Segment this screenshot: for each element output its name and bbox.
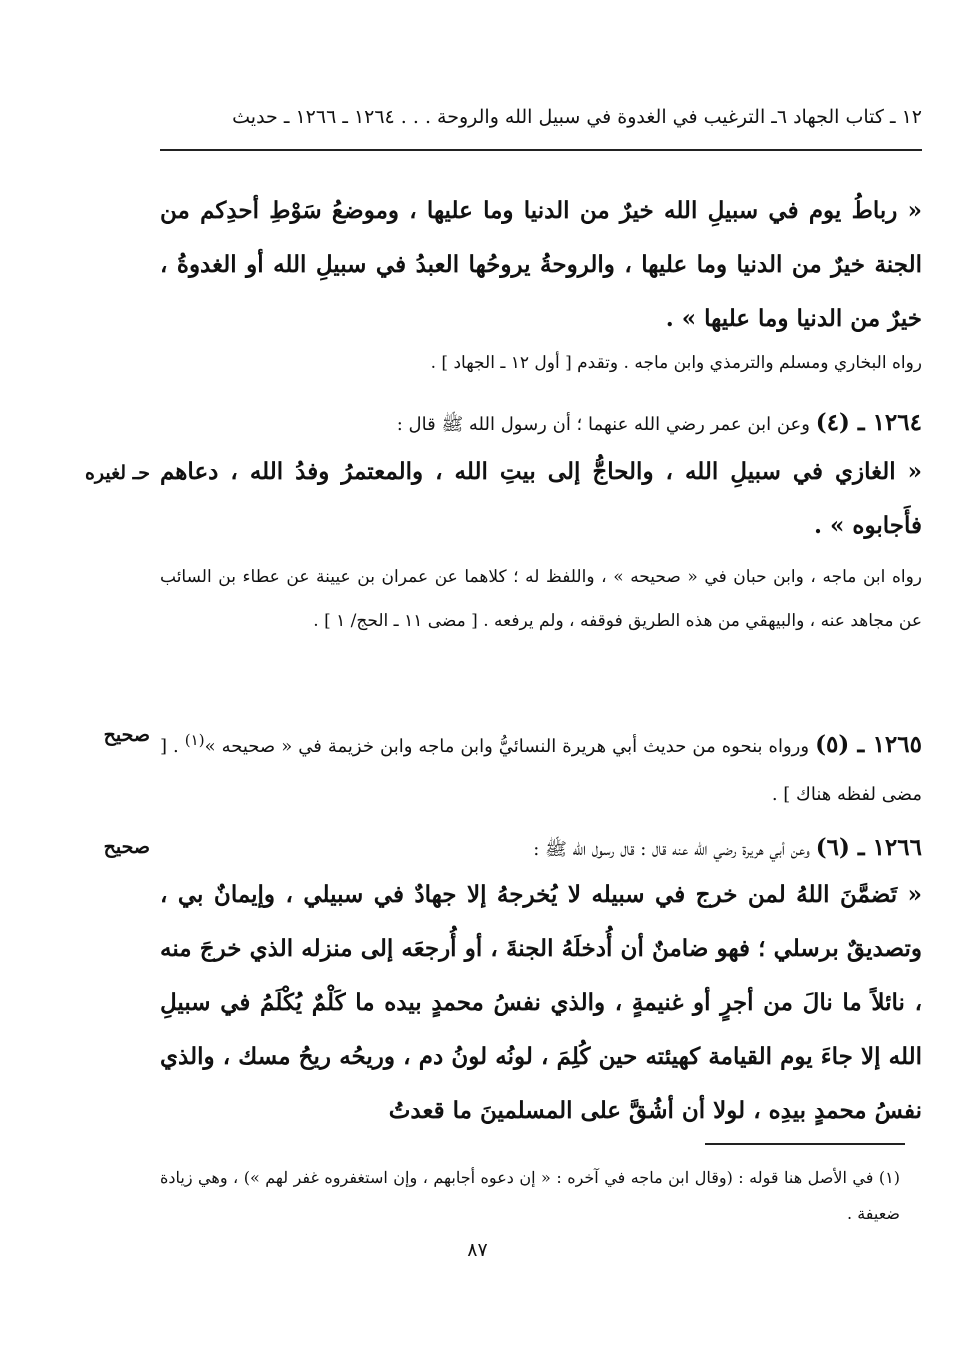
grade-1264: حـ لغيره <box>84 462 150 484</box>
entry-1266-intro: وعن أبي هريرة رضي الله عنه قال : قال رسول الله ﷺ : <box>533 839 810 860</box>
footnote-reference: (١) <box>184 731 205 749</box>
entry-1265-intro: ورواه بنحوه من حديث أبي هريرة النسائيُّ وابن ماجه وابن خزيمة في « صحيحه » <box>204 736 810 757</box>
source-1263: رواه البخاري ومسلم والترمذي وابن ماجه . وتقدم [ أول ١٢ ـ الجهاد ] . <box>430 353 922 373</box>
running-header: ١٢ ـ كتاب الجهاد ٦ـ الترغيب في الغدوة في سبيل الله والروحة . . . ١٢٦٤ ـ ١٢٦٦ ـ حديث <box>232 106 922 128</box>
grade-1265: صحيح <box>103 724 150 746</box>
entry-1264-intro: وعن ابن عمر رضي الله عنهما ؛ أن رسول الله ﷺ قال : <box>396 414 810 435</box>
footnote-divider <box>705 1143 905 1145</box>
header-divider <box>160 149 922 151</box>
page-number: ٨٧ <box>467 1239 488 1261</box>
entry-1265 <box>160 716 922 819</box>
entry-1264-number: ١٢٦٤ ـ (٤) <box>815 409 922 436</box>
hadith-1263-continuation: « رباطُ يوم في سبيلِ الله خيرٌ من الدنيا وما عليها ، وموضعُ سَوْطِ أحدِكم من الجنة خيرٌ من الدنيا وما عليها ، والروحةُ يروحُها العبدُ في سبيلِ الله أو الغدوةُ ، خيرٌ من الدنيا وما عليها » . <box>160 197 922 332</box>
entry-1265-intro-tail: . [ مضى لفظه هناك ] . <box>160 736 922 805</box>
hadith-1264-text: « الغازي في سبيلِ الله ، والحاجُّ إلى بيتِ الله ، والمعتمرُ وفدُ الله ، دعاهم فأَجابوه » . <box>160 458 922 539</box>
source-1264: رواه ابن ماجه ، وابن حبان في « صحيحه » ، واللفظ له ؛ كلاهما عن عمران بن عيينة عن عطاء بن السائب عن مجاهد عنه ، والبيهقي من هذه الطريق فوقفه ، ولم يرفعه . [ مضى ١١ ـ الحج/ ١ ] . <box>160 567 922 631</box>
entry-1266-heading <box>160 828 922 870</box>
hadith-1266-text: « تَضمَّنَ اللهُ لمن خرج في سبيله لا يُخرجهُ إلا جهادٌ في سبيلي ، وإيمانٌ بي ، وتصديقٌ برسلي ؛ فهو ضامنٌ أن أُدخلَهُ الجنةَ ، أو أُرجعَه إلى منزله الذي خرجَ منه ، نائلاً ما نالَ من أجرٍ أو غنيمةٍ ، والذي نفسُ محمدٍ بيده ما كَلْمٌ يُكْلَمُ في سبيلِ الله إلا جاءَ يوم القيامة كهيئته حين كُلِمَ ، لونُه لونُ دم ، وريحُه ريحُ مسك ، والذي نفسُ محمدٍ بيدِه ، لولا أن أشُقَّ على المسلمينَ ما قعدتُ <box>160 881 922 1124</box>
entry-1266-number: ١٢٦٦ ـ (٦) <box>815 834 922 861</box>
footnote-1: (١) في الأصل هنا قوله : (وقال ابن ماجه في آخره : « إن دعوه أجابهم ، وإن استغفروه غفر لهم ») ، وهي زيادة ضعيفة . <box>160 1168 900 1223</box>
entry-1265-number: ١٢٦٥ ـ (٥) <box>815 731 922 758</box>
grade-1266: صحيح <box>103 836 150 858</box>
entry-1264-heading <box>160 403 922 445</box>
